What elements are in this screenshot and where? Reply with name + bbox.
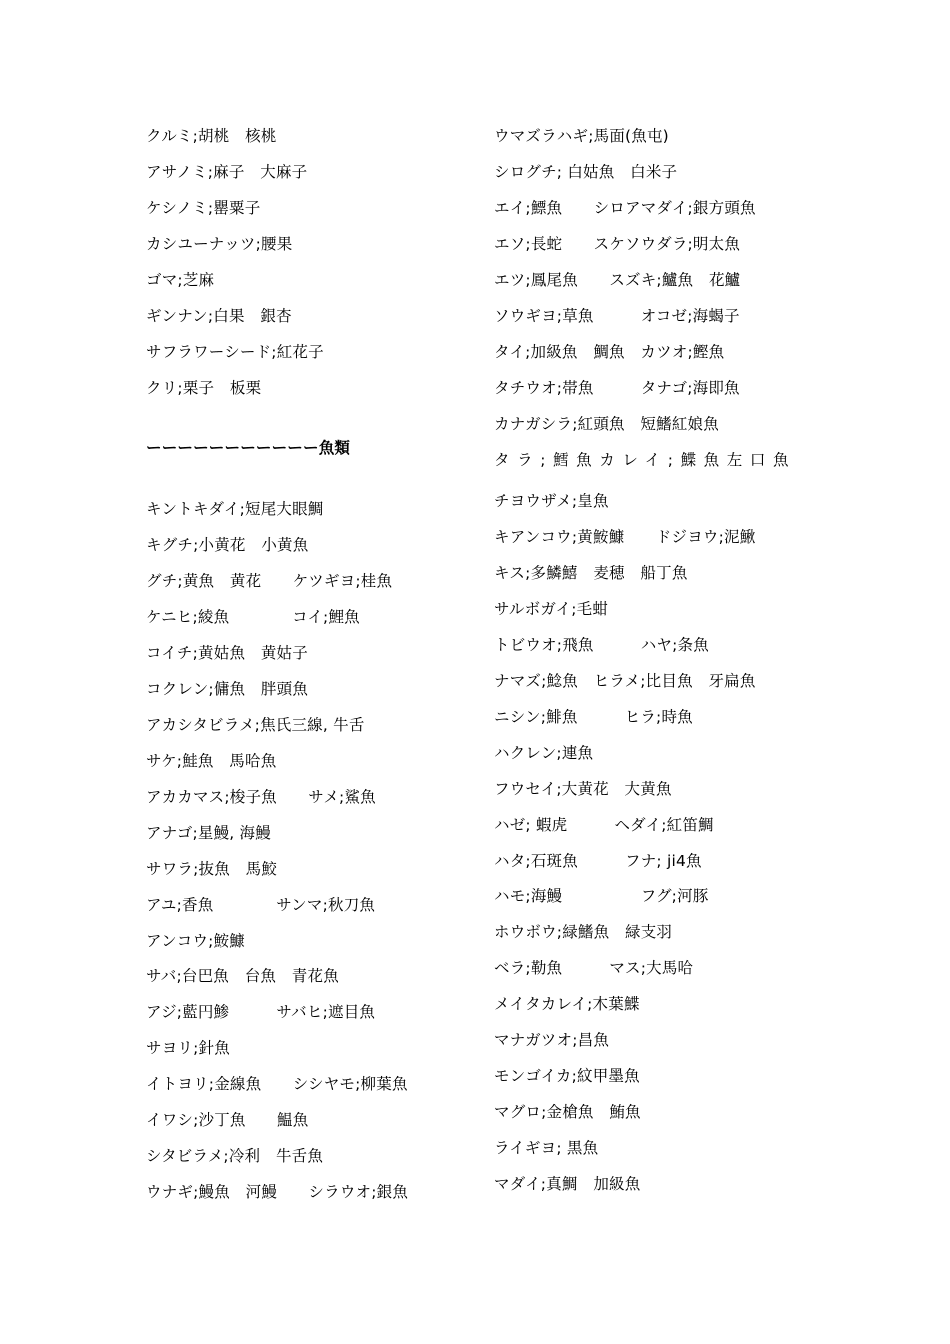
list-item: エツ;鳳尾魚 スズキ;鱸魚 花鱸 [494, 271, 741, 289]
list-item: ケシノミ;罌粟子 [146, 199, 261, 217]
list-item: コイチ;黄姑魚 黄姑子 [146, 644, 308, 662]
list-item: サワラ;抜魚 馬鮫 [146, 860, 278, 878]
list-item: ホウボウ;緑鰭魚 緑支羽 [494, 923, 673, 941]
list-item: ナマズ;鯰魚 ヒラメ;比目魚 牙扁魚 [494, 672, 756, 690]
list-item: サフラワーシード;紅花子 [146, 343, 324, 361]
list-item: イワシ;沙丁魚 鰛魚 [146, 1111, 309, 1129]
list-item: タチウオ;帯魚 タナゴ;海即魚 [494, 379, 740, 397]
list-item: トビウオ;飛魚 ハヤ;条魚 [494, 636, 709, 654]
section-heading-fish: ーーーーーーーーーーー魚類 [146, 439, 351, 457]
list-item: ハクレン;連魚 [494, 744, 594, 762]
list-item: マグロ;金槍魚 鮪魚 [494, 1103, 641, 1121]
list-item: アサノミ;麻子 大麻子 [146, 163, 308, 181]
list-item: サヨリ;針魚 [146, 1039, 230, 1057]
list-item: アナゴ;星鰻, 海鰻 [146, 824, 271, 842]
list-item: カナガシラ;紅頭魚 短鰭紅娘魚 [494, 415, 719, 433]
list-item: タラ;鱈魚カレイ;鰈魚左口魚 [494, 451, 797, 469]
list-item: マナガツオ;昌魚 [494, 1031, 610, 1049]
list-item: フウセイ;大黄花 大黄魚 [494, 780, 672, 798]
list-item: キグチ;小黄花 小黄魚 [146, 536, 309, 554]
list-item: イトヨリ;金線魚 シシヤモ;柳葉魚 [146, 1075, 408, 1093]
list-item: ギンナン;白果 銀杏 [146, 307, 292, 325]
list-item: アンコウ;鮟鱇 [146, 932, 246, 950]
list-item: シログチ; 白姑魚 白米子 [494, 163, 678, 181]
list-item: ハモ;海鰻 フグ;河豚 [494, 887, 709, 905]
list-item: キス;多鱗鱚 麦穂 船丁魚 [494, 564, 688, 582]
list-item: ウマズラハギ;馬面(魚屯) [494, 127, 669, 145]
list-item: シタビラメ;冷利 牛舌魚 [146, 1147, 324, 1165]
list-item: クリ;栗子 板栗 [146, 379, 262, 397]
list-item: ハタ;石斑魚 フナ; ji4魚 [494, 852, 702, 870]
list-item: エイ;鰾魚 シロアマダイ;銀方頭魚 [494, 199, 756, 217]
list-item: アユ;香魚 サンマ;秋刀魚 [146, 896, 376, 914]
list-item: ベラ;勒魚 マス;大馬哈 [494, 959, 694, 977]
list-item: キントキダイ;短尾大眼鯛 [146, 500, 324, 518]
list-item: マダイ;真鯛 加級魚 [494, 1175, 641, 1193]
list-item: サケ;鮭魚 馬哈魚 [146, 752, 277, 770]
list-item: メイタカレイ;木葉鰈 [494, 995, 640, 1013]
list-item: アカカマス;梭子魚 サメ;鯊魚 [146, 788, 376, 806]
list-item: ライギヨ; 黒魚 [494, 1139, 599, 1157]
list-item: キアンコウ;黄鮟鱇 ドジヨウ;泥鰍 [494, 528, 756, 546]
list-item: クルミ;胡桃 核桃 [146, 127, 277, 145]
list-item: ゴマ;芝麻 [146, 271, 215, 289]
list-item: ウナギ;鰻魚 河鰻 シラウオ;銀魚 [146, 1183, 409, 1201]
list-item: グチ;黄魚 黄花 ケツギヨ;桂魚 [146, 572, 393, 590]
list-item: ソウギヨ;草魚 オコゼ;海蝎子 [494, 307, 740, 325]
list-item: ニシン;鯡魚 ヒラ;時魚 [494, 708, 693, 726]
list-item: エソ;長蛇 スケソウダラ;明太魚 [494, 235, 741, 253]
list-item: モンゴイカ;紋甲墨魚 [494, 1067, 640, 1085]
list-item: アジ;藍円鯵 サバヒ;遮目魚 [146, 1003, 376, 1021]
list-item: サルボガイ;毛蚶 [494, 600, 609, 618]
list-item: アカシタビラメ;焦氏三線, 牛舌 [146, 716, 365, 734]
list-item: チヨウザメ;皇魚 [494, 492, 609, 510]
list-item: タイ;加級魚 鯛魚 カツオ;鰹魚 [494, 343, 725, 361]
list-item: ハゼ; 蝦虎 ヘダイ;紅笛鯛 [494, 816, 714, 834]
list-item: サバ;台巴魚 台魚 青花魚 [146, 967, 339, 985]
list-item: カシユーナッツ;腰果 [146, 235, 293, 253]
list-item: コクレン;傭魚 胖頭魚 [146, 680, 309, 698]
list-item: ケニヒ;綾魚 コイ;鯉魚 [146, 608, 360, 626]
